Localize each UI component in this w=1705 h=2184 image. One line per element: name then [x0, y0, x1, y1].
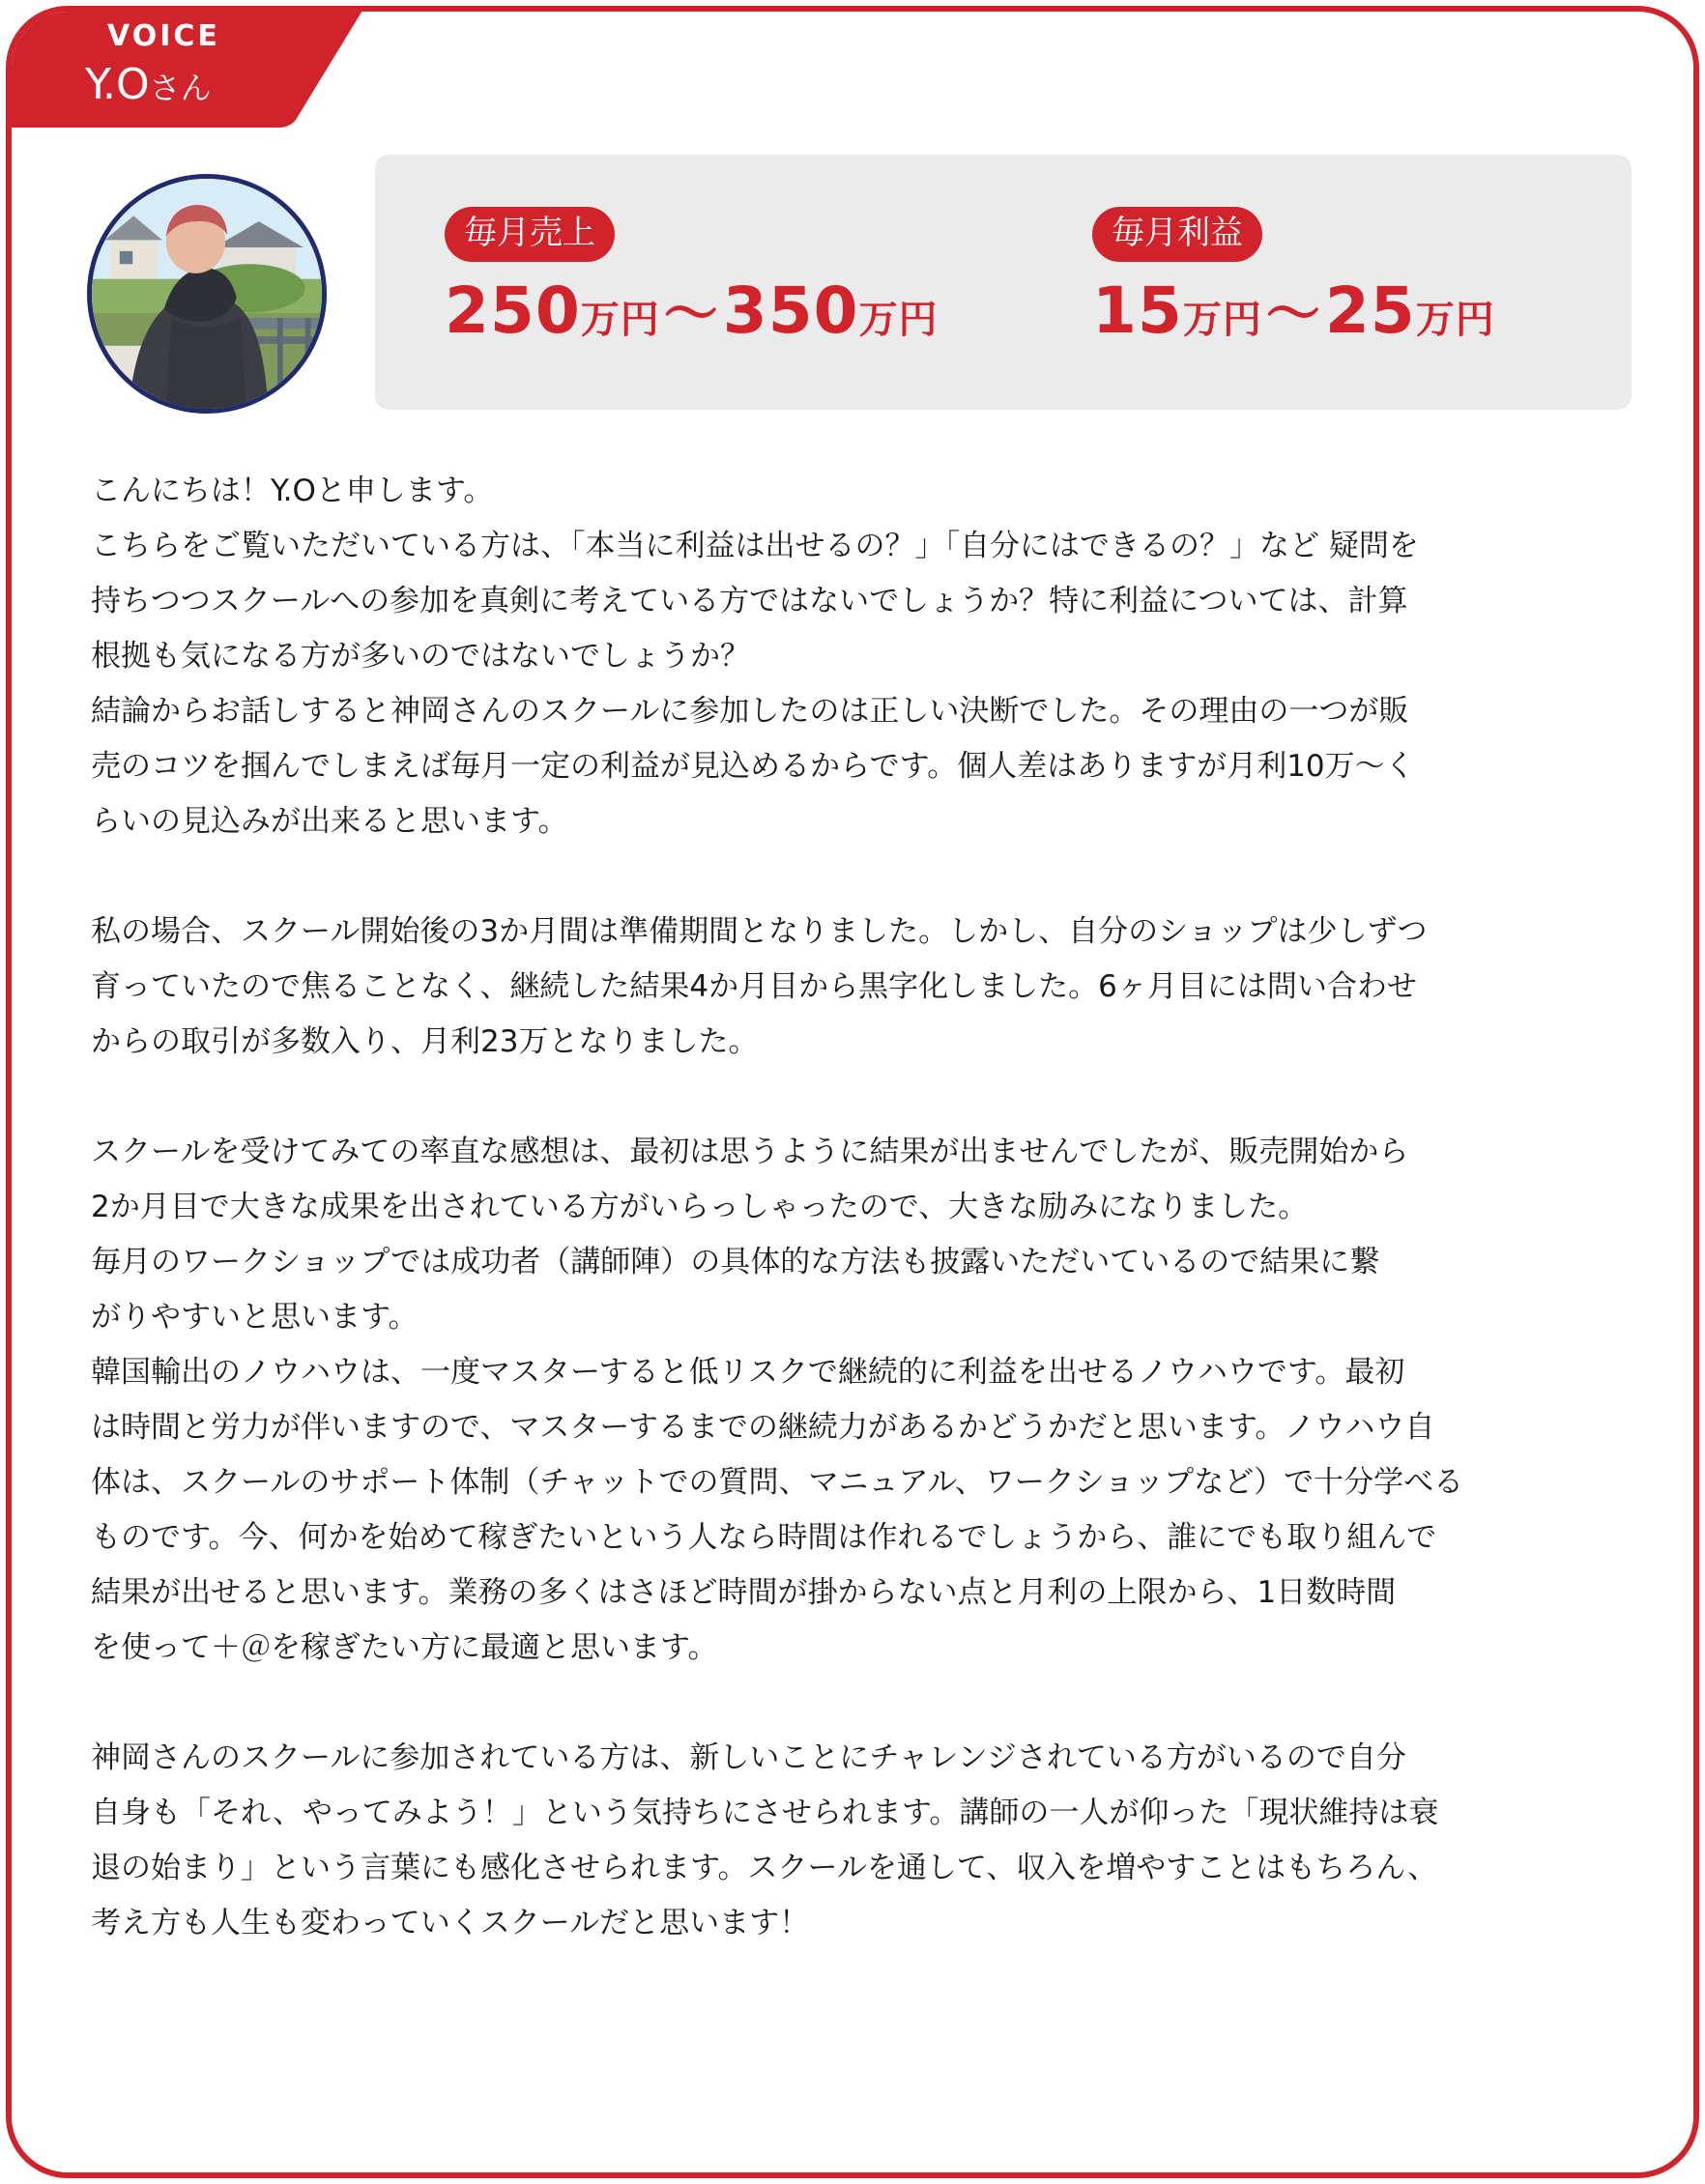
- paragraph-gap: [91, 849, 1637, 905]
- stat-monthly-sales: [445, 207, 939, 349]
- person-photo-avatar-icon: [92, 179, 322, 409]
- stat-value: [1092, 272, 1495, 349]
- stat-to-unit: 万円: [1415, 298, 1495, 343]
- paragraph-closing: 神岡さんのスクールに参加されている方は、新しいことにチャレンジされている方がいるので自分 自身も「それ、やってみよう！」という気持ちにさせられます。講師の一人が仰った「現状維持は衰 退の始まり」という言葉にも感化させられます。スクールを通して、収入を増やすことはもちろん、 考え方も人生も変わっていくスクールだと思います！: [91, 1740, 1439, 1940]
- stat-badge: 毎月利益: [1092, 207, 1262, 262]
- stat-from-number: 250: [445, 273, 581, 349]
- avatar: [87, 174, 327, 414]
- stat-tilde: ～: [663, 283, 719, 347]
- stats-box: [375, 155, 1632, 410]
- stat-to-number: 350: [722, 273, 859, 349]
- stat-from-number: 15: [1092, 273, 1183, 349]
- paragraph-experience: 私の場合、スクール開始後の3か月間は準備期間となりました。しかし、自分のショップは少しずつ 育っていたので焦ることなく、継続した結果4か月目から黒字化しました。6ヶ月目には問い合わせ からの取引が多数入り、月利23万となりました。: [91, 914, 1428, 1059]
- stat-badge: 毎月売上: [445, 207, 615, 262]
- testimonial-body: [91, 464, 1637, 1951]
- voice-tab: [6, 6, 373, 131]
- stat-monthly-profit: [1092, 207, 1495, 349]
- stat-from-unit: 万円: [1182, 298, 1262, 343]
- paragraph-gap: [91, 1676, 1637, 1731]
- stat-tilde: ～: [1265, 283, 1321, 347]
- stat-to-number: 25: [1324, 273, 1416, 349]
- stat-value: [445, 272, 939, 349]
- voice-label: VOICE: [107, 19, 220, 53]
- stat-from-unit: 万円: [580, 298, 660, 343]
- stat-to-unit: 万円: [858, 298, 939, 343]
- paragraph-gap: [91, 1070, 1637, 1125]
- reviewer-name: [85, 60, 212, 109]
- testimonial-card: [6, 6, 1699, 2178]
- paragraph-impressions: スクールを受けてみての率直な感想は、最初は思うように結果が出ませんでしたが、販売開始から 2か月目で大きな成果を出されている方がいらっしゃったので、大きな励みになりました。 毎月のワークショップでは成功者（講師陣）の具体的な方法も披露いただいているので結果に繋 がりやすいと思います。 韓国輸出のノウハウは、一度マスターすると低リスクで継続的に利益を出せるノウハウです。最初 は時間と労力が伴いますので、マスターするまでの継続力があるかどうかだと思います。ノウハウ自 体は、スクールのサポート体制（チャットでの質問、マニュアル、ワークショップなど）で十分学べる ものです。今、何かを始めて稼ぎたいという人なら時間は作れるでしょうから、誰にでも取り組んで 結果が出せると思います。業務の多くはさほど時間が掛からない点と月利の上限から、1日数時間 を使って＋＠を稼ぎたい方に最適と思います。: [91, 1135, 1464, 1665]
- reviewer-name-text: Y.O: [85, 60, 150, 109]
- paragraph-intro: こんにちは！Y.Oと申します。 こちらをご覧いただいている方は、「本当に利益は出せるの？」「自分にはできるの？」など 疑問を 持ちつつスクールへの参加を真剣に考えている方ではないでしょうか？特に利益については、計算 根拠も気になる方が多いのではないでしょうか？ 結論からお話しすると神岡さんのスクールに参加したのは正しい決断でした。その理由の一つが販 売のコツを掴んでしまえば毎月一定の利益が見込めるからです。個人差はありますが月利10万～く らいの見込みが出来ると思います。: [91, 474, 1419, 839]
- reviewer-name-suffix: さん: [149, 70, 212, 106]
